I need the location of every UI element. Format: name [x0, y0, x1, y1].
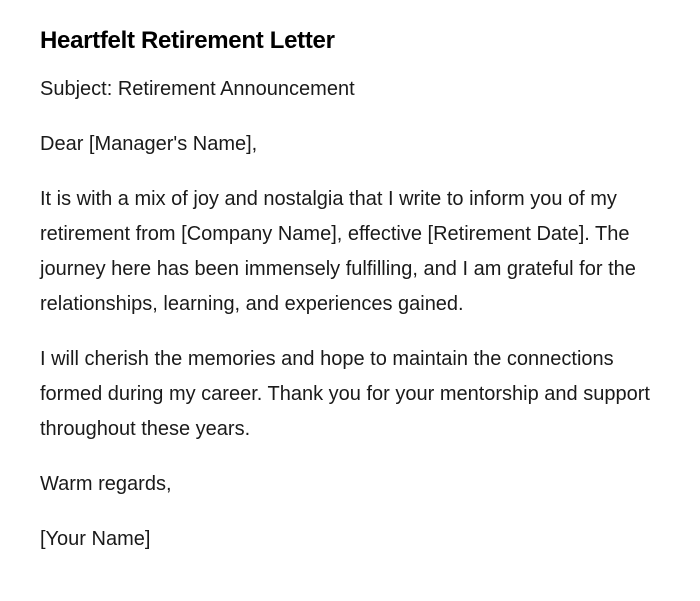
letter-greeting: Dear [Manager's Name], [40, 133, 258, 155]
letter-closing: Warm regards, [40, 473, 172, 495]
letter-signature: [Your Name] [40, 528, 151, 550]
letter-paragraph-1: It is with a mix of joy and nostalgia that I write to inform you of my retirement from [Company Name], effective [Retirement Date]. The journey here has been immensely fulfilling, and I am grateful for the relationships, learning, and experiences gained. [40, 188, 636, 315]
letter-paragraph-2: I will cherish the memories and hope to maintain the connections formed during my career. Thank you for your mentorship and support throughout these years. [40, 348, 650, 440]
letter-title: Heartfelt Retirement Letter [40, 27, 335, 54]
letter-document [40, 26, 660, 577]
letter-subject: Subject: Retirement Announcement [40, 78, 355, 100]
